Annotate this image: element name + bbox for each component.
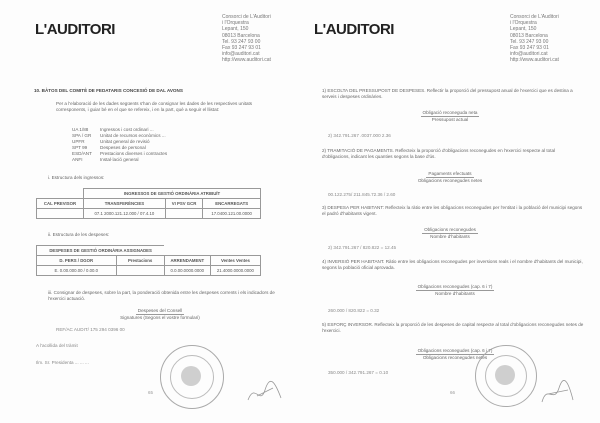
list-item: SPA / GR Unitat de recursos econòmics ... (72, 133, 166, 138)
address-block: Consorci de L'Auditori i l'Orquestra Lepant, 150 08013 Barcelona Tel. 93 247 93 00 Fax 93 247 93 01 info@auditori.cat http://www.auditori.cat (510, 14, 559, 64)
signature-icon (245, 378, 285, 408)
page-number: 66 (450, 390, 456, 395)
code-list (72, 127, 272, 163)
address-block: Consorci de L'Auditori i l'Orquestra Lepant, 150 08013 Barcelona Tel. 93 247 93 00 Fax 93 247 93 01 info@auditori.cat http://www.auditori.cat (222, 14, 271, 64)
income-table: INGRESSOS DE GESTIÓ ORDINÀRIA ATRIBUÏT CAL PREVISOR TRANSFERÈNCIES VI PSV GCR ENCARREGATS 07.1 2000.121.12.000 / 07.4.10 17.0400.121.00.0000 (36, 188, 261, 219)
item-iii: iii. Consignar de despeses, sobre la part, la ponderació obtenida entre les despeses corrents i els indicadors de l'exercici actuació. (48, 290, 275, 301)
table-title: INGRESSOS DE GESTIÓ ORDINÀRIA ATRIBUÏT (83, 189, 260, 199)
indicator-2: 2) TRAMITACIÓ DE PAGAMENTS. Reflecteix la proporció d'obligacions reconegudes en l'exercici respecte al total d'obligacions, indicant les quanties segons la base d'ús. (322, 148, 556, 159)
fraction-2: Pagaments efectuats Obligacions reconegudes netes (417, 171, 483, 183)
reference-3: 2) 342.791.267 / 820.822 = 12.45 (328, 245, 397, 250)
page-number: 65 (148, 390, 154, 395)
signature-icon (538, 378, 578, 408)
list-item: ESD/ANT Prestacions diverses i contractes (72, 151, 168, 156)
reference-5: 350.000 / 342.791.267 = 0.10 (328, 370, 389, 375)
list-item: UA 1/88 Ingressos i cost ordinari ... (72, 127, 154, 132)
indicator-3: 3) DESPESA PER HABITANT: Reflecteix la ràtio entre les obligacions reconegudes per l'entitat i la població del municipi segons el padró d'habitants vigent. (322, 205, 583, 216)
footer-note-1: A l'acollida del tràmit (36, 343, 78, 348)
fraction-1: Obligació reconeguda neta Pressupost actual (422, 110, 478, 122)
list-item: UPFR Unitat general de revisió (72, 139, 150, 144)
reference-4: 260.000 / 820.822 = 0.32 (328, 308, 380, 313)
expenses-table: DESPESES DE GESTIÓ ORDINÀRIA ASSIGNADES D. PERS / DGOR Prestacions ARRENDAMENT Ventes Ventes E. 0.00.000.00 / 0.00.0 0.0.00.0000.0000 21.4000.0000.0000 (36, 245, 261, 276)
reference-1: 2) 342.791.267 .0037.000 2.36 (328, 133, 391, 138)
footer-note-2: Ilm. Sr. Presidenta ... ... ... (36, 360, 89, 365)
list-item: ANFI Instal·lació general (72, 157, 139, 162)
item-ii: ii. Estructura de les despeses: (48, 232, 110, 237)
table-row: 07.1 2000.121.12.000 / 07.4.10 17.0400.121.00.0000 (37, 209, 261, 219)
logo: L'AUDITORI (35, 21, 115, 38)
table-row: E. 0.00.000.00 / 0.00.0 0.0.00.0000.0000 21.4000.0000.0000 (37, 266, 261, 276)
official-seal-icon (160, 345, 224, 409)
item-i: i. Estructura dels ingressos: (48, 175, 105, 180)
section-heading: 10. BÀTOS DEL COMITÈ DE FEDATARIS CONCESIÓ DE DAL AVONS (34, 88, 183, 93)
indicator-5: 5) ESFORÇ INVERSOR. Reflecteix la proporció de les despeses de capital respecte al total d'obligacions reconegudes netes de l'exercici. (322, 322, 584, 333)
table-title: DESPESES DE GESTIÓ ORDINÀRIA ASSIGNADES (37, 246, 165, 256)
indicator-1: 1) ESCOLTA DEL PRESSUPOST DE DESPESES. Reflectir la proporció del pressupost anual de l'exercici que es destina a serveis i despeses ordinàries. (322, 88, 573, 99)
fraction-3: Obligacions reconegudes Nombre d'habitants (424, 227, 476, 239)
reference-2: 00.122.275/ 211.845.72.36 / 2.60 (328, 192, 396, 197)
ratio-box: Despeses del Consell Signatures (Segons el vostre formulari) (120, 308, 200, 320)
official-seal-icon (475, 345, 537, 407)
intro-paragraph: Per a l'elaboració de les dades següents s'han de consignar les dades de les respectives unitats corresponents, i guiar bé en el que se refereix, i en la part, què a seguir el llistat: (56, 101, 253, 112)
reference-line: REF/AC AUDIT/ 175 294 0396 00 (56, 327, 125, 332)
logo: L'AUDITORI (314, 21, 394, 38)
list-item: SPT 99 Despeses de personal (72, 145, 146, 150)
indicator-4: 4) INVERSIÓ PER HABITANT. Ràtio entre les obligacions reconegudes per inversions reals i el nombre d'habitants del municipi, segons la població oficial aprovada. (322, 259, 583, 270)
fraction-4: Obligacions reconegudes (cap. 6 i 7) Nombre d'habitants (417, 284, 493, 296)
right-page (300, 0, 600, 423)
fraction-5: Obligacions reconegudes (cap. 6 i 7) Obligacions reconegudes netes (417, 348, 493, 360)
